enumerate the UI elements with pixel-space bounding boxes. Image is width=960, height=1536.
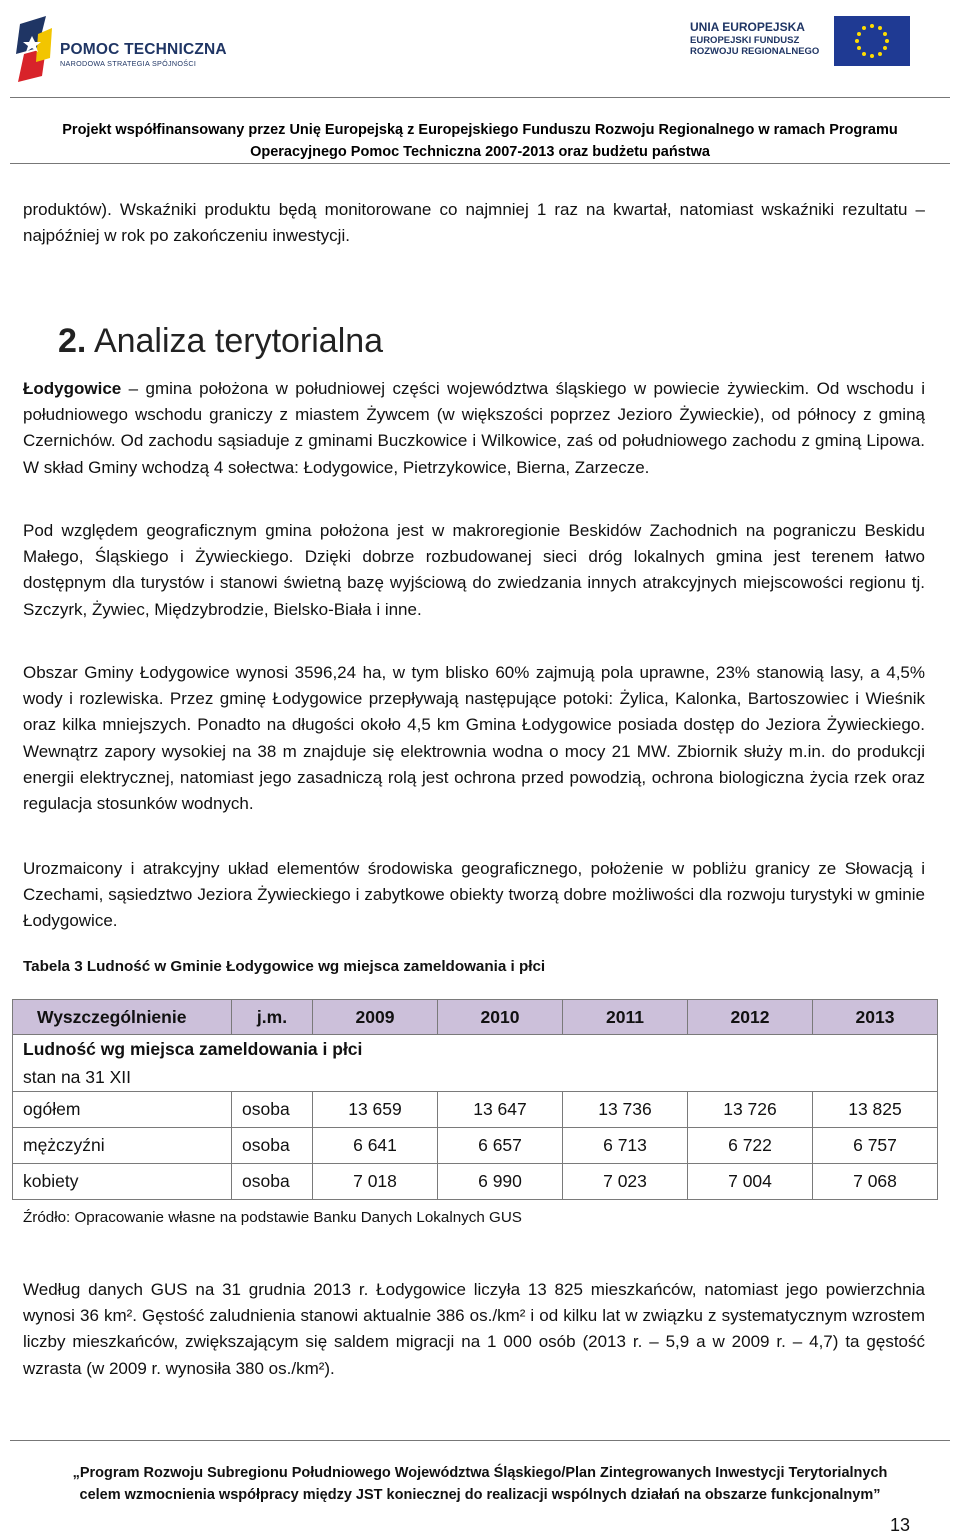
header-cofinancing-note: [0, 119, 960, 163]
table-cell: 7 004: [688, 1164, 813, 1200]
header-cell: 2011: [563, 1000, 688, 1035]
table-cell: 13 825: [813, 1092, 938, 1128]
table-cell: 6 657: [438, 1128, 563, 1164]
pomoc-techniczna-logo: [16, 14, 246, 86]
table-cell: ogółem: [13, 1092, 232, 1128]
table-cell: 6 722: [688, 1128, 813, 1164]
header-divider: [10, 97, 950, 98]
logo-title: POMOC TECHNICZNA: [60, 41, 227, 58]
section-cell: [13, 1035, 938, 1092]
table-cell: 7 068: [813, 1164, 938, 1200]
section-label: Ludność wg miejsca zameldowania i płci: [23, 1039, 363, 1059]
intro-paragraph: produktów). Wskaźniki produktu będą monitorowane co najmniej 1 raz na kwartał, natomiast wskaźniki rezultatu – najpóźniej w rok po zakończeniu inwestycji.: [23, 200, 925, 246]
header-cell: 2010: [438, 1000, 563, 1035]
table-cell: 13 726: [688, 1092, 813, 1128]
table-source: Źródło: Opracowanie własne na podstawie Banku Danych Lokalnych GUS: [23, 1209, 522, 1226]
table-cell: kobiety: [13, 1164, 232, 1200]
table-cell: 7 018: [313, 1164, 438, 1200]
table-cell: 13 736: [563, 1092, 688, 1128]
table-caption: Tabela 3 Ludność w Gminie Łodygowice wg miejsca zameldowania i płci: [23, 958, 546, 975]
paragraph-population: Według danych GUS na 31 grudnia 2013 r. Łodygowice liczyła 13 825 mieszkańców, natomiast jego powierzchnia wynosi 36 km². Gęstość zaludnienia stanowi aktualnie 386 os./km² i od kilku lat w związku z systematycznym wzrostem liczby mieszkańców, zwiększającym się saldem migracji na 1 000 osób (2013 r. – 5,9 a w 2009 r. – 4,7) ta gęstość wzrasta (w 2009 r. wynosiła 380 os./km²).: [23, 1280, 925, 1378]
header-cell: j.m.: [232, 1000, 313, 1035]
paragraph-tourism: Urozmaicony i atrakcyjny układ elementów środowiska geograficznego, położenie w pobliżu granicy ze Słowacją i Czechami, sąsiedztwo Jeziora Żywieckiego i zabytkowe obiekty tworzą dobre możliwości dla rozwoju turystyki w gminie Łodygowice.: [23, 859, 925, 931]
table-cell: osoba: [232, 1092, 313, 1128]
table-cell: 6 757: [813, 1128, 938, 1164]
table-row: [13, 1164, 938, 1200]
footer-program-note: [0, 1462, 960, 1506]
page-number: 13: [890, 1515, 911, 1535]
header-cell: 2012: [688, 1000, 813, 1035]
section-number: 2.: [58, 322, 87, 360]
paragraph-location-text: – gmina położona w południowej części województwa śląskiego w powiecie żywieckim. Od wschodu i południowego wschodu graniczy z miastem Żywcem (w większości poprzez Jezioro Żywieckie), od północy z gminą Czernichów. Od zachodu sąsiaduje z gminami Buczkowice i Wilkowice, zaś od południowego zachodu z gminą Lipowa. W skład Gminy wchodzą 4 sołectwa: Łodygowice, Pietrzykowice, Bierna, Zarzecze.: [23, 379, 925, 477]
header-cell: 2013: [813, 1000, 938, 1035]
logo-subtitle: NARODOWA STRATEGIA SPÓJNOŚCI: [60, 59, 197, 68]
table-header-row: [13, 1000, 938, 1035]
table-section-row: [13, 1035, 938, 1092]
table-row: [13, 1128, 938, 1164]
table-cell: 6 713: [563, 1128, 688, 1164]
header-line1: Projekt współfinansowany przez Unię Europejską z Europejskiego Funduszu Rozwoju Regionalnego w ramach Programu: [62, 122, 898, 138]
table-row: [13, 1092, 938, 1128]
paragraph-geography: Pod względem geograficznym gmina położona jest w makroregionie Beskidów Zachodnich na pograniczu Beskidu Małego, Śląskiego i Żywieckiego. Dzięki dobrze rozbudowanej sieci dróg lokalnych gmina jest terenem łatwo dostępnym dla turystów i stanowi świetną bazę wyjściową do zwiedzania innych atrakcyjnych miejscowości regionu tj. Szczyrk, Żywiec, Międzybrodzie, Bielsko-Biała i inne.: [23, 521, 925, 619]
section-sublabel: stan na 31 XII: [23, 1067, 131, 1087]
header-divider-bottom: [10, 163, 950, 164]
eu-line1: UNIA EUROPEJSKA: [690, 20, 805, 34]
eu-line2: EUROPEJSKI FUNDUSZ: [690, 35, 800, 46]
table-cell: 6 641: [313, 1128, 438, 1164]
header-cell: 2009: [313, 1000, 438, 1035]
table-cell: 13 659: [313, 1092, 438, 1128]
table-cell: 13 647: [438, 1092, 563, 1128]
footer-divider: [10, 1440, 950, 1441]
table-cell: mężczyźni: [13, 1128, 232, 1164]
section-heading: [58, 322, 383, 361]
eu-logo: [688, 14, 912, 70]
table-cell: 7 023: [563, 1164, 688, 1200]
eu-line3: ROZWOJU REGIONALNEGO: [690, 46, 820, 57]
section-title: Analiza terytorialna: [93, 322, 384, 360]
table-cell: osoba: [232, 1164, 313, 1200]
gmina-name: Łodygowice: [23, 379, 122, 398]
table-cell: 6 990: [438, 1164, 563, 1200]
header-line2: Operacyjnego Pomoc Techniczna 2007-2013 oraz budżetu państwa: [250, 144, 710, 160]
table-cell: osoba: [232, 1128, 313, 1164]
paragraph-area: Obszar Gminy Łodygowice wynosi 3596,24 ha, w tym blisko 60% zajmują pola uprawne, 23% stanowią lasy, a 4,5% wody i rozlewiska. Przez gminę Łodygowice przepływają następujące potoki: Żylica, Kalonka, Bartoszowiec i Wieśnik oraz kilka mniejszych. Ponadto na długości około 4,5 km Gmina Łodygowice posiada dostęp do Jeziora Żywieckiego. Wewnątrz zapory wysokiej na 38 m znajduje się elektrownia wodna o mocy 21 MW. Zbiornik służy m.in. do produkcji energii elektrycznej, natomiast jego zasadniczą rolą jest ochrona przed powodzią, ochrona biologiczna życia rzek oraz regulacja stosunków wodnych.: [23, 663, 925, 814]
paragraph-location: [23, 376, 925, 481]
footer-line1: „Program Rozwoju Subregionu Południowego Województwa Śląskiego/Plan Zintegrowanych Inwestycji Terytorialnych: [72, 1465, 888, 1481]
population-table: [12, 999, 938, 1200]
eu-flag: [834, 16, 910, 66]
header-cell: Wyszczególnienie: [13, 1000, 232, 1035]
footer-line2: celem wzmocnienia współpracy między JST koniecznej do realizacji wspólnych działań na obszarze funkcjonalnym”: [79, 1487, 881, 1503]
